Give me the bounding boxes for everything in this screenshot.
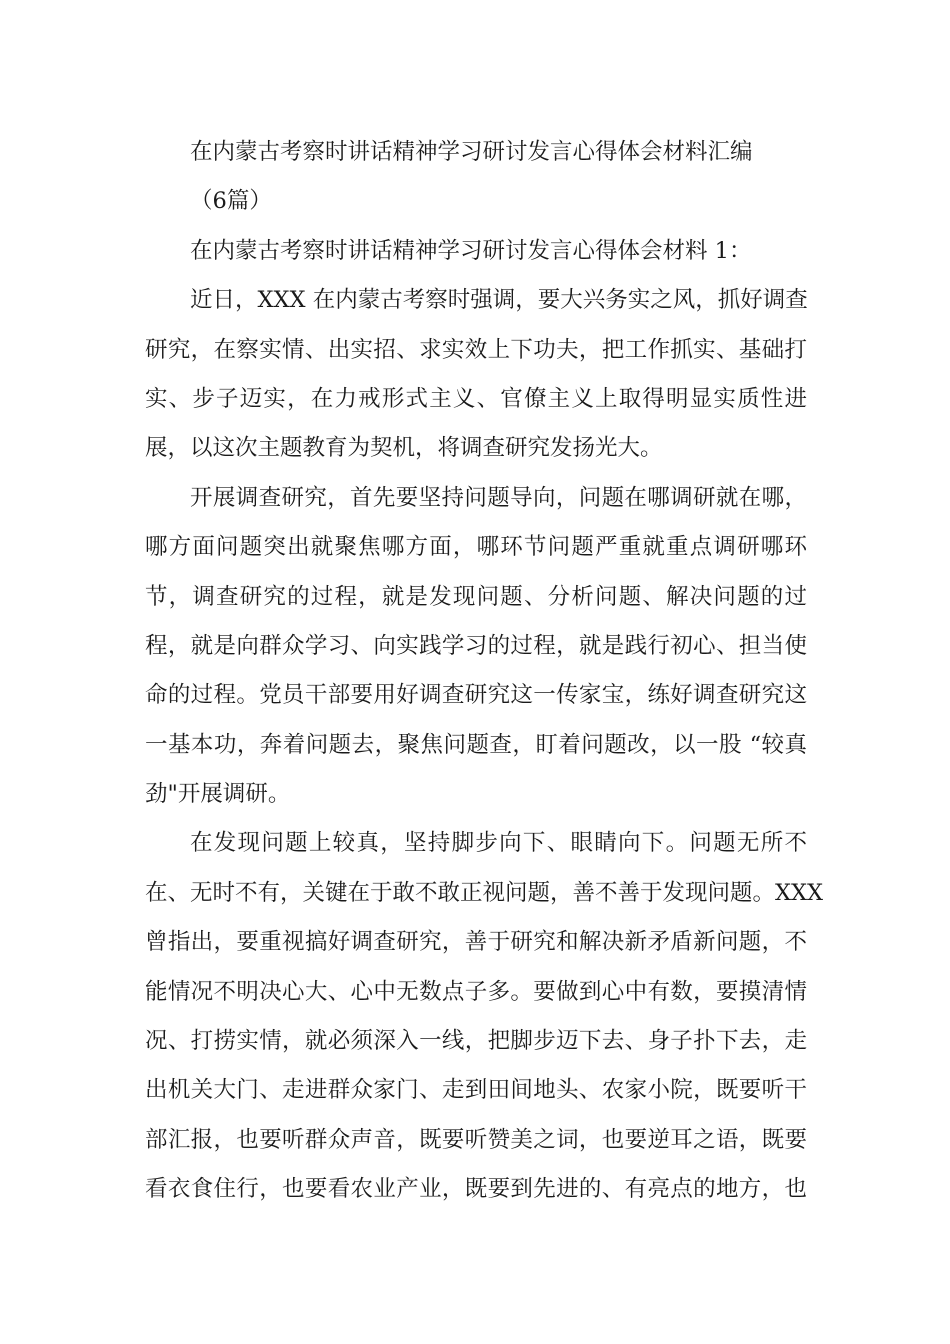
- paragraph-line: 开展调查研究，首先要坚持问题导向，问题在哪调研就在哪，: [190, 484, 807, 511]
- paragraph-line: 出机关大门、走进群众家门、走到田间地头、农家小院，既要听干: [145, 1077, 807, 1104]
- paragraph-line: 研究，在察实情、出实招、求实效上下功夫，把工作抓实、基础打: [145, 336, 807, 363]
- paragraph-line: 曾指出，要重视搞好调查研究，善于研究和解决新矛盾新问题，不: [145, 929, 807, 956]
- paragraph-line: 部汇报，也要听群众声音，既要听赞美之词，也要逆耳之语，既要: [145, 1126, 807, 1153]
- document-title: 在内蒙古考察时讲话精神学习研讨发言心得体会材料汇编: [190, 139, 753, 165]
- paragraph-line: 能情况不明决心大、心中无数点子多。要做到心中有数，要摸清情: [145, 978, 807, 1005]
- paragraph-line: 哪方面问题突出就聚焦哪方面，哪环节问题严重就重点调研哪环: [145, 534, 807, 561]
- paragraph-line: 节，调查研究的过程，就是发现问题、分析问题、解决问题的过: [145, 583, 807, 610]
- paragraph-2: [145, 474, 807, 820]
- paragraph-line: 在发现问题上较真，坚持脚步向下、眼睛向下。问题无所不: [190, 830, 807, 857]
- document-subtitle: （6篇）: [190, 188, 272, 215]
- section-heading: 在内蒙古考察时讲话精神学习研讨发言心得体会材料 1：: [190, 237, 752, 264]
- paragraph-line: 近日，XXX 在内蒙古考察时强调，要大兴务实之风，抓好调查: [190, 287, 808, 314]
- paragraph-line: 一基本功，奔着问题去，聚焦问题查，盯着问题改，以一股 “较真: [145, 731, 807, 758]
- paragraph-line: 实、步子迈实，在力戒形式主义、官僚主义上取得明显实质性进: [145, 385, 807, 412]
- paragraph-1: [145, 276, 807, 474]
- paragraph-line: 看衣食住行，也要看农业产业，既要到先进的、有亮点的地方，也: [145, 1176, 807, 1203]
- paragraph-line: 劲"开展调研。: [145, 781, 291, 808]
- paragraph-line: 命的过程。党员干部要用好调查研究这一传家宝，练好调查研究这: [145, 682, 807, 709]
- paragraph-line: 况、打捞实情，就必须深入一线，把脚步迈下去、身子扑下去，走: [145, 1028, 807, 1055]
- paragraph-line: 在、无时不有，关键在于敢不敢正视问题，善不善于发现问题。XXX: [145, 879, 824, 906]
- paragraph-line: 展，以这次主题教育为契机，将调查研究发扬光大。: [145, 435, 663, 462]
- paragraph-line: 程，就是向群众学习、向实践学习的过程，就是践行初心、担当使: [145, 632, 807, 659]
- document-page: [145, 128, 824, 1215]
- paragraph-3: [145, 819, 824, 1214]
